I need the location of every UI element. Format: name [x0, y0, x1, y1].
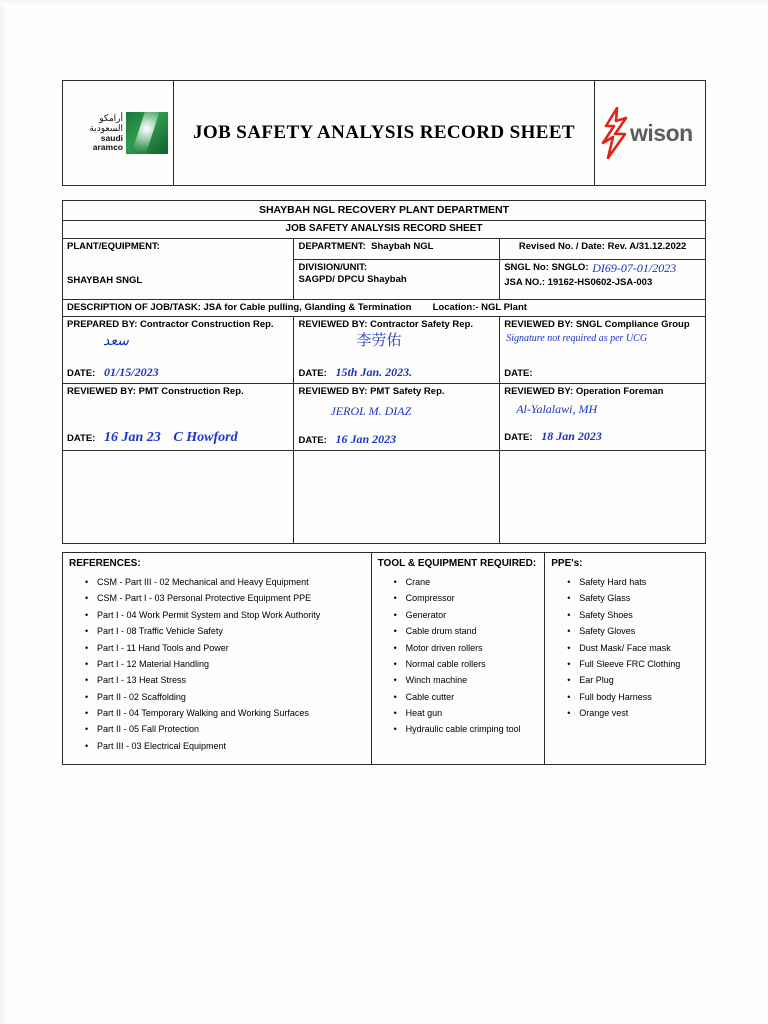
aramco-logo-cell	[63, 81, 174, 186]
list-item: • Motor driven rollers	[394, 640, 539, 656]
plant-equipment-label: PLANT/EQUIPMENT:	[67, 240, 160, 252]
signature-mark: Al-Yalalawi, MH	[516, 401, 598, 416]
references-list	[69, 574, 365, 754]
list-item: • Full Sleeve FRC Clothing	[567, 656, 699, 672]
snglo-handwritten-value: DI69-07-01/2023	[592, 260, 677, 275]
table-row	[63, 383, 706, 450]
blank-cell	[500, 450, 706, 543]
department-value: Shaybah NGL	[371, 240, 434, 252]
department-title: SHAYBAH NGL RECOVERY PLANT DEPARTMENT	[63, 201, 706, 221]
signature-role-label: PREPARED BY: Contractor Construction Rep.	[67, 318, 274, 330]
ppe-list	[551, 574, 699, 721]
jsa-number-label: JSA NO.: 19162-HS0602-JSA-003	[504, 276, 653, 288]
wison-wordmark: wison	[630, 119, 693, 146]
wison-flame-icon	[599, 107, 629, 159]
list-item: • Heat gun	[394, 705, 539, 721]
list-item: • Part II - 05 Fall Protection	[85, 721, 365, 737]
signature-role-label: REVIEWED BY: PMT Safety Rep.	[298, 385, 445, 397]
list-item: • Safety Gloves	[567, 623, 699, 639]
sngl-number-cell	[500, 259, 706, 299]
department-cell	[294, 238, 500, 259]
revision-cell: Revised No. / Date: Rev. A/31.12.2022	[500, 238, 706, 259]
scan-edge-top	[0, 0, 768, 6]
table-row	[63, 221, 706, 239]
table-row	[63, 299, 706, 316]
division-label: DIVISION/UNIT:	[298, 261, 368, 273]
date-label: DATE:	[504, 431, 533, 443]
list-item: • Part I - 11 Hand Tools and Power	[85, 640, 365, 656]
tools-list	[378, 574, 539, 738]
aramco-mark-icon	[126, 112, 168, 154]
signature-date-row	[298, 365, 412, 380]
wison-logo	[599, 103, 703, 163]
date-label: DATE:	[298, 434, 327, 446]
signature-date-row	[67, 429, 238, 447]
list-item: • Ear Plug	[567, 672, 699, 688]
list-item: • Cable drum stand	[394, 623, 539, 639]
list-item: • Part II - 04 Temporary Walking and Working Surfaces	[85, 705, 365, 721]
signature-mark: JEROL M. DIAZ	[330, 403, 412, 418]
saudi-aramco-logo	[69, 109, 169, 157]
signature-date-row	[67, 365, 159, 380]
list-item: • CSM - Part III - 02 Mechanical and Heavy Equipment	[85, 574, 365, 590]
scan-edge-left	[0, 0, 8, 1024]
date-label: DATE:	[298, 367, 327, 379]
signature-block-prepared-by	[63, 316, 294, 383]
table-row	[63, 201, 706, 221]
list-item: • Part I - 08 Traffic Vehicle Safety	[85, 623, 365, 639]
list-item: • Crane	[394, 574, 539, 590]
list-item: • Hydraulic cable crimping tool	[394, 721, 539, 737]
list-item: • Safety Hard hats	[567, 574, 699, 590]
blank-cell	[294, 450, 500, 543]
list-item: • CSM - Part I - 03 Personal Protective Equipment PPE	[85, 590, 365, 606]
list-item: • Generator	[394, 607, 539, 623]
date-label: DATE:	[67, 433, 96, 444]
date-label: DATE:	[504, 367, 533, 379]
signature-date-value: 01/15/2023	[103, 364, 159, 379]
tools-cell	[371, 552, 545, 765]
signature-mark: C Howford	[173, 430, 238, 445]
ppe-heading: PPE's:	[551, 557, 583, 569]
list-item: • Cable cutter	[394, 689, 539, 705]
date-label: DATE:	[67, 367, 96, 379]
signature-block-pmt-safety	[294, 383, 500, 450]
signature-role-label: REVIEWED BY: SNGL Compliance Group	[504, 318, 690, 330]
list-item: • Safety Glass	[567, 590, 699, 606]
references-tools-ppe-table	[62, 552, 706, 766]
list-item: • Compressor	[394, 590, 539, 606]
table-row	[63, 238, 706, 259]
signature-mark: 李劳佑	[356, 330, 402, 349]
snglo-label: SNGL No: SNGLO:	[504, 261, 589, 273]
signature-mark: سعد	[103, 333, 129, 349]
list-item: • Part I - 04 Work Permit System and Stop Work Authority	[85, 607, 365, 623]
signature-date-value: 18 Jan 2023	[541, 428, 602, 443]
aramco-arabic-text: أرامكو السعودية	[89, 112, 123, 134]
table-row	[63, 316, 706, 383]
plant-equipment-value: SHAYBAH SNGL	[67, 274, 143, 286]
references-cell	[63, 552, 372, 765]
signature-role-label: REVIEWED BY: Operation Foreman	[504, 385, 664, 397]
signature-block-compliance-group	[500, 316, 706, 383]
job-description-label: DESCRIPTION OF JOB/TASK: JSA for Cable pulling, Glanding & Termination	[67, 301, 412, 313]
list-item: • Full body Harness	[567, 689, 699, 705]
list-item: • Orange vest	[567, 705, 699, 721]
list-item: • Part II - 02 Scaffolding	[85, 689, 365, 705]
references-heading: REFERENCES:	[69, 557, 141, 569]
list-item: • Winch machine	[394, 672, 539, 688]
signature-role-label: REVIEWED BY: PMT Construction Rep.	[67, 385, 244, 397]
table-row	[63, 450, 706, 543]
signature-role-label: REVIEWED BY: Contractor Safety Rep.	[298, 318, 474, 330]
signature-block-operation-foreman	[500, 383, 706, 450]
signature-date-row	[298, 432, 396, 447]
aramco-english-text: saudi aramco	[92, 132, 123, 153]
page-title: JOB SAFETY ANALYSIS RECORD SHEET	[174, 81, 595, 186]
list-item: • Safety Shoes	[567, 607, 699, 623]
tools-heading: TOOL & EQUIPMENT REQUIRED:	[377, 557, 537, 569]
job-location-label: Location:- NGL Plant	[432, 301, 527, 313]
ppe-cell	[545, 552, 706, 765]
wison-logo-cell	[595, 81, 706, 186]
document-header	[62, 80, 706, 186]
job-description-cell	[63, 299, 706, 316]
table-row	[63, 552, 706, 765]
signature-date-value: 16 Jan 23	[103, 430, 161, 445]
department-label: DEPARTMENT:	[298, 240, 366, 252]
signature-date-row	[504, 365, 538, 380]
signature-block-contractor-safety	[294, 316, 500, 383]
signature-date-row	[504, 429, 602, 444]
division-cell	[294, 259, 500, 299]
jsa-main-table	[62, 200, 706, 544]
division-value: SAGPD/ DPCU Shaybah	[298, 273, 407, 285]
list-item: • Part I - 12 Material Handling	[85, 656, 365, 672]
signature-block-pmt-construction	[63, 383, 294, 450]
signature-note: Signature not required as per UCG	[506, 332, 648, 344]
document-body	[62, 80, 706, 765]
signature-date-value: 16 Jan 2023	[335, 431, 397, 446]
list-item: • Part I - 13 Heat Stress	[85, 672, 365, 688]
signature-date-value: 15th Jan. 2023.	[335, 364, 413, 379]
sheet-title: JOB SAFETY ANALYSIS RECORD SHEET	[63, 221, 706, 239]
plant-equipment-cell	[63, 238, 294, 299]
list-item: • Normal cable rollers	[394, 656, 539, 672]
list-item: • Part III - 03 Electrical Equipment	[85, 738, 365, 754]
blank-cell	[63, 450, 294, 543]
list-item: • Dust Mask/ Face mask	[567, 640, 699, 656]
